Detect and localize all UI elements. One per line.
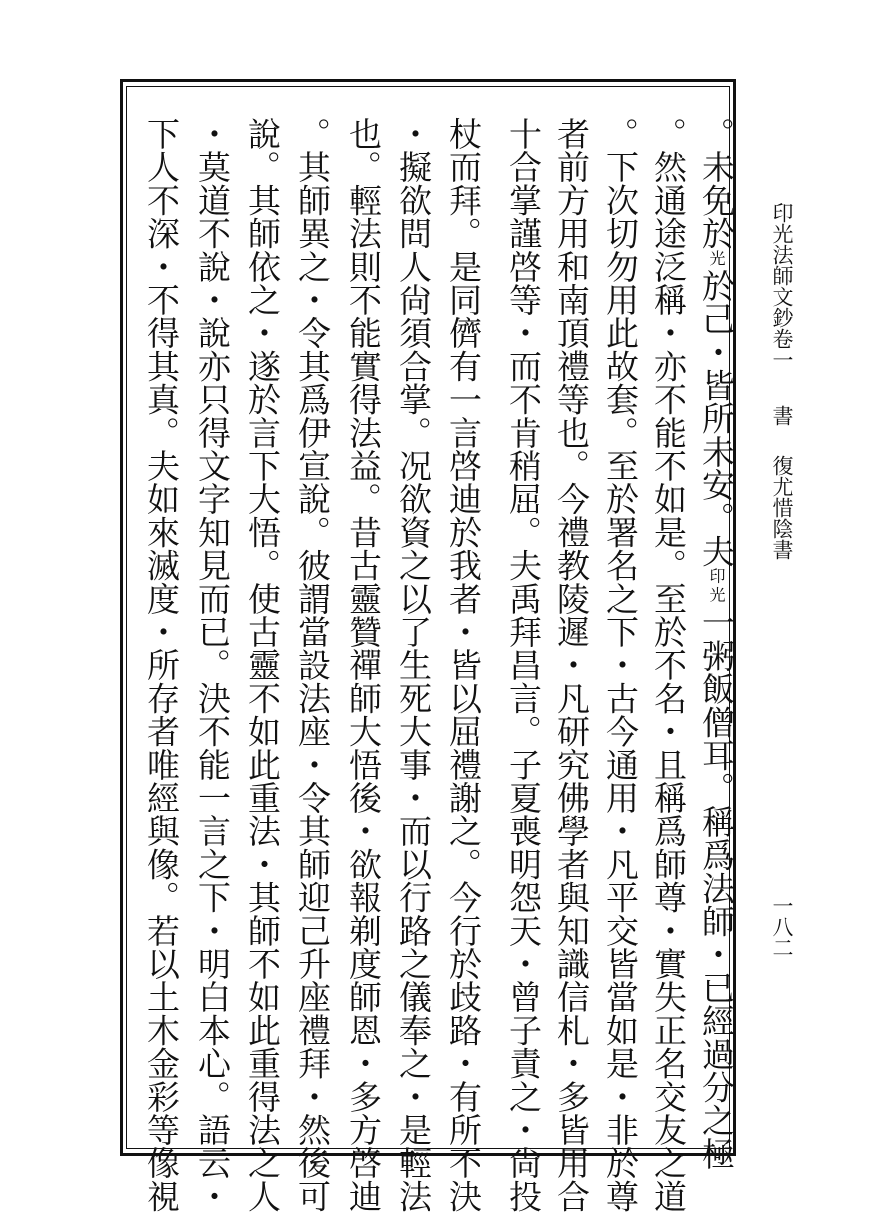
article-title: 復尤惜陰書	[770, 455, 794, 560]
text-column-1	[697, 117, 736, 1171]
text-column-2: 。然通途泛稱・亦不能不如是。至於不名・且稱爲師尊・實失正名交友之道	[649, 117, 688, 1213]
text-column-3: 。下次切勿用此故套。至於署名之下・古今通用・凡平交皆當如是・非於尊	[601, 117, 640, 1213]
text-column-6: 杖而拜。是同儕有一言啓迪於我者・皆以屈禮謝之。今行於歧路・有所不決	[444, 117, 483, 1213]
page-number: 一八二	[770, 895, 794, 958]
column-1-part-b: 於己・皆所未安。夫	[697, 268, 736, 568]
text-column-10: 說。其師依之・遂於言下大悟。使古靈不如此重法・其師不如此重得法之人	[243, 117, 282, 1213]
column-1-part-c: 一粥飯僧耳。稱爲法師・已經過分之極	[697, 605, 736, 1171]
text-column-5: 十合掌謹啓等・而不肯稍屈。夫禹拜昌言。子夏喪明怨天・曾子責之・尙投	[504, 117, 543, 1213]
book-title: 印光法師文鈔卷一	[770, 202, 794, 370]
text-column-11: ・莫道不說・說亦只得文字知見而已。決不能一言之下・明白本心。語云・	[193, 117, 232, 1213]
inline-name-note: 光	[707, 249, 726, 269]
column-1-part-a: 。未免於	[697, 117, 736, 250]
text-column-7: ・擬欲問人尙須合掌。况欲資之以了生死大事・而以行路之儀奉之・是輕法	[394, 117, 433, 1213]
text-column-12: 下人不深・不得其真。夫如來滅度・所存者唯經與像。若以土木金彩等像視	[142, 117, 181, 1213]
text-column-4: 者前方用和南頂禮等也。今禮教陵遲・凡研究佛學者與知識信札・多皆用合	[552, 117, 591, 1213]
text-column-9: 。其師異之・令其爲伊宣說。彼謂當設法座・令其師迎己升座禮拜・然後可	[293, 117, 332, 1213]
text-column-8: 也。輕法則不能實得法益。昔古靈贊禪師大悟後・欲報剃度師恩・多方啓迪	[344, 117, 383, 1213]
section-label: 書	[770, 405, 794, 426]
inline-name-note-2: 印光	[707, 567, 726, 606]
